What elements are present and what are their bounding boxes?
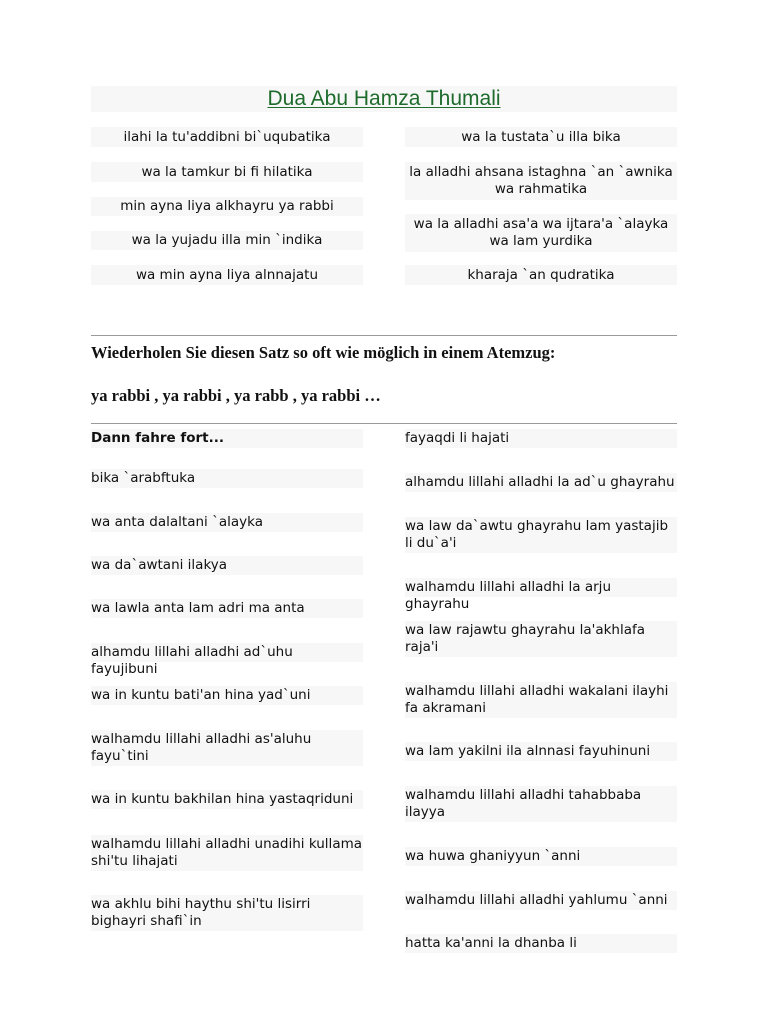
top-right-cell-3: wa la alladhi asa'a wa ijtara'a `alayka wa lam yurdika — [405, 214, 677, 252]
top-left-cell-2: wa la tamkur bi fi hilatika — [91, 162, 363, 182]
top-right-cell-1: wa la tustata`u illa bika — [405, 127, 677, 147]
bottom-right-cell-9: wa huwa ghaniyyun `anni — [405, 847, 677, 866]
bottom-left-cell-2: bika `arabftuka — [91, 469, 363, 488]
title-bar — [91, 86, 677, 112]
bottom-right-cell-7: wa lam yakilni ila alnnasi fayuhinuni — [405, 742, 677, 761]
bottom-left-cell-11: wa akhlu bihi haythu shi'tu lisirri bighayri shafi`in — [91, 895, 363, 931]
bottom-right-cell-5: wa law rajawtu ghayrahu la'akhlafa raja'i — [405, 621, 677, 657]
bottom-right-cell-1: fayaqdi li hajati — [405, 429, 677, 448]
divider-bottom — [91, 423, 677, 424]
top-right-cell-2: la alladhi ahsana istaghna `an `awnika wa rahmatika — [405, 162, 677, 200]
bottom-right-cell-3: wa law da`awtu ghayrahu lam yastajib li du`a'i — [405, 517, 677, 553]
bottom-left-cell-6: alhamdu lillahi alladhi ad`uhu fayujibuni — [91, 643, 363, 662]
bottom-right-cell-2: alhamdu lillahi alladhi la ad`u ghayrahu — [405, 473, 677, 492]
top-left-cell-4: wa la yujadu illa min `indika — [91, 231, 363, 250]
bottom-right-cell-4: walhamdu lillahi alladhi la arju ghayrahu — [405, 578, 677, 597]
instruction-line-1: Wiederholen Sie diesen Satz so oft wie möglich in einem Atemzug: — [91, 343, 556, 362]
bottom-left-cell-8: walhamdu lillahi alladhi as'aluhu fayu`tini — [91, 730, 363, 766]
top-right-cell-4: kharaja `an qudratika — [405, 265, 677, 285]
page-title: Dua Abu Hamza Thumali — [267, 87, 501, 110]
bottom-left-cell-7: wa in kuntu bati'an hina yad`uni — [91, 686, 363, 705]
top-left-cell-1: ilahi la tu'addibni bi`uqubatika — [91, 127, 363, 147]
bottom-right-cell-6: walhamdu lillahi alladhi wakalani ilayhi fa akramani — [405, 682, 677, 718]
bottom-right-cell-11: hatta ka'anni la dhanba li — [405, 934, 677, 953]
bottom-left-cell-3: wa anta dalaltani `alayka — [91, 513, 363, 532]
divider-top — [91, 335, 677, 336]
bottom-left-cell-4: wa da`awtani ilakya — [91, 556, 363, 575]
bottom-left-cell-9: wa in kuntu bakhilan hina yastaqriduni — [91, 790, 363, 809]
top-left-cell-3: min ayna liya alkhayru ya rabbi — [91, 197, 363, 216]
bottom-left-cell-5: wa lawla anta lam adri ma anta — [91, 599, 363, 618]
continue-label: Dann fahre fort... — [91, 429, 363, 448]
top-left-cell-5: wa min ayna liya alnnajatu — [91, 265, 363, 285]
bottom-right-cell-8: walhamdu lillahi alladhi tahabbaba ilayya — [405, 786, 677, 822]
bottom-right-cell-10: walhamdu lillahi alladhi yahlumu `anni — [405, 891, 677, 910]
bottom-left-cell-10: walhamdu lillahi alladhi unadihi kullama shi'tu lihajati — [91, 836, 363, 869]
instruction-line-2: ya rabbi , ya rabbi , ya rabb , ya rabbi … — [91, 386, 381, 405]
